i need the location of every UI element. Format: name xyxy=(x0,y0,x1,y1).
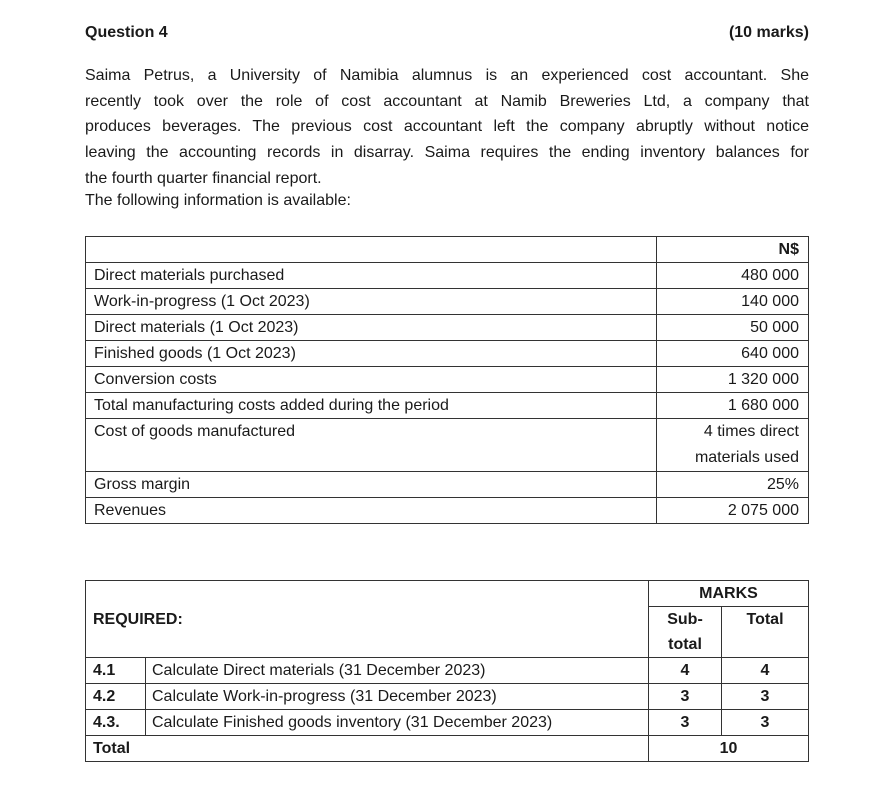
row-value: 1 320 000 xyxy=(657,367,809,393)
table-row xyxy=(86,315,809,341)
header-label-cell xyxy=(86,237,657,263)
row-label: Total manufacturing costs added during the period xyxy=(86,393,657,419)
item-number: 4.1 xyxy=(86,658,146,684)
total-header: Total xyxy=(722,607,809,658)
row-value: 480 000 xyxy=(657,263,809,289)
row-value: 640 000 xyxy=(657,341,809,367)
table-row xyxy=(86,393,809,419)
subtotal-header-line2: total xyxy=(649,632,722,658)
item-description: Calculate Direct materials (31 December 2023) xyxy=(146,658,649,684)
paragraph-line: produces beverages. The previous cost accountant left the company abruptly without notice xyxy=(85,118,809,136)
required-label: REQUIRED: xyxy=(86,581,649,658)
subtotal-header: Sub- xyxy=(649,607,722,633)
row-label: Direct materials (1 Oct 2023) xyxy=(86,315,657,341)
item-subtotal: 4 xyxy=(649,658,722,684)
table-row xyxy=(86,237,809,263)
row-label: Direct materials purchased xyxy=(86,263,657,289)
item-subtotal: 3 xyxy=(649,684,722,710)
paragraph-line: the fourth quarter financial report. xyxy=(85,169,322,187)
marks-header: MARKS xyxy=(649,581,809,607)
item-total: 4 xyxy=(722,658,809,684)
paragraph-line: recently took over the role of cost accountant at Namib Breweries Ltd, a company that xyxy=(85,92,809,110)
question-paragraph xyxy=(85,63,809,192)
row-value: 1 680 000 xyxy=(657,393,809,419)
row-value: 50 000 xyxy=(657,315,809,341)
table-row xyxy=(86,658,809,684)
question-title: Question 4 xyxy=(85,24,168,41)
paragraph-line: Saima Petrus, a University of Namibia alumnus is an experienced cost accountant. She xyxy=(85,67,809,84)
row-value: 25% xyxy=(657,472,809,498)
currency-header: N$ xyxy=(657,237,809,263)
item-subtotal: 3 xyxy=(649,710,722,736)
question-marks: (10 marks) xyxy=(728,24,809,41)
information-table xyxy=(85,236,809,524)
row-value: 140 000 xyxy=(657,289,809,315)
item-total: 3 xyxy=(722,710,809,736)
row-label: Finished goods (1 Oct 2023) xyxy=(86,341,657,367)
table-row xyxy=(86,581,809,607)
item-number: 4.2 xyxy=(86,684,146,710)
question-header xyxy=(85,24,809,46)
row-value: 2 075 000 xyxy=(657,498,809,524)
paragraph-line: leaving the accounting records in disarray. Saima requires the ending inventory balances for xyxy=(85,144,809,162)
row-label: Work-in-progress (1 Oct 2023) xyxy=(86,289,657,315)
row-value-line: materials used xyxy=(694,449,799,466)
required-table xyxy=(85,580,809,762)
row-label: Cost of goods manufactured xyxy=(86,419,657,472)
item-description: Calculate Finished goods inventory (31 December 2023) xyxy=(146,710,649,736)
row-label: Conversion costs xyxy=(86,367,657,393)
table-row xyxy=(86,341,809,367)
intro-text: The following information is available: xyxy=(85,192,351,209)
grand-total: 10 xyxy=(649,736,809,762)
row-value-line: 4 times direct xyxy=(703,423,799,440)
row-label: Gross margin xyxy=(86,472,657,498)
table-row xyxy=(86,498,809,524)
table-row xyxy=(86,289,809,315)
table-row xyxy=(86,736,809,762)
item-total: 3 xyxy=(722,684,809,710)
row-value xyxy=(657,419,809,472)
table-row xyxy=(86,419,809,472)
table-row xyxy=(86,710,809,736)
table-row xyxy=(86,684,809,710)
item-number: 4.3. xyxy=(86,710,146,736)
table-row xyxy=(86,367,809,393)
row-label: Revenues xyxy=(86,498,657,524)
table-row xyxy=(86,472,809,498)
table-row xyxy=(86,263,809,289)
item-description: Calculate Work-in-progress (31 December 2023) xyxy=(146,684,649,710)
total-label: Total xyxy=(86,736,649,762)
